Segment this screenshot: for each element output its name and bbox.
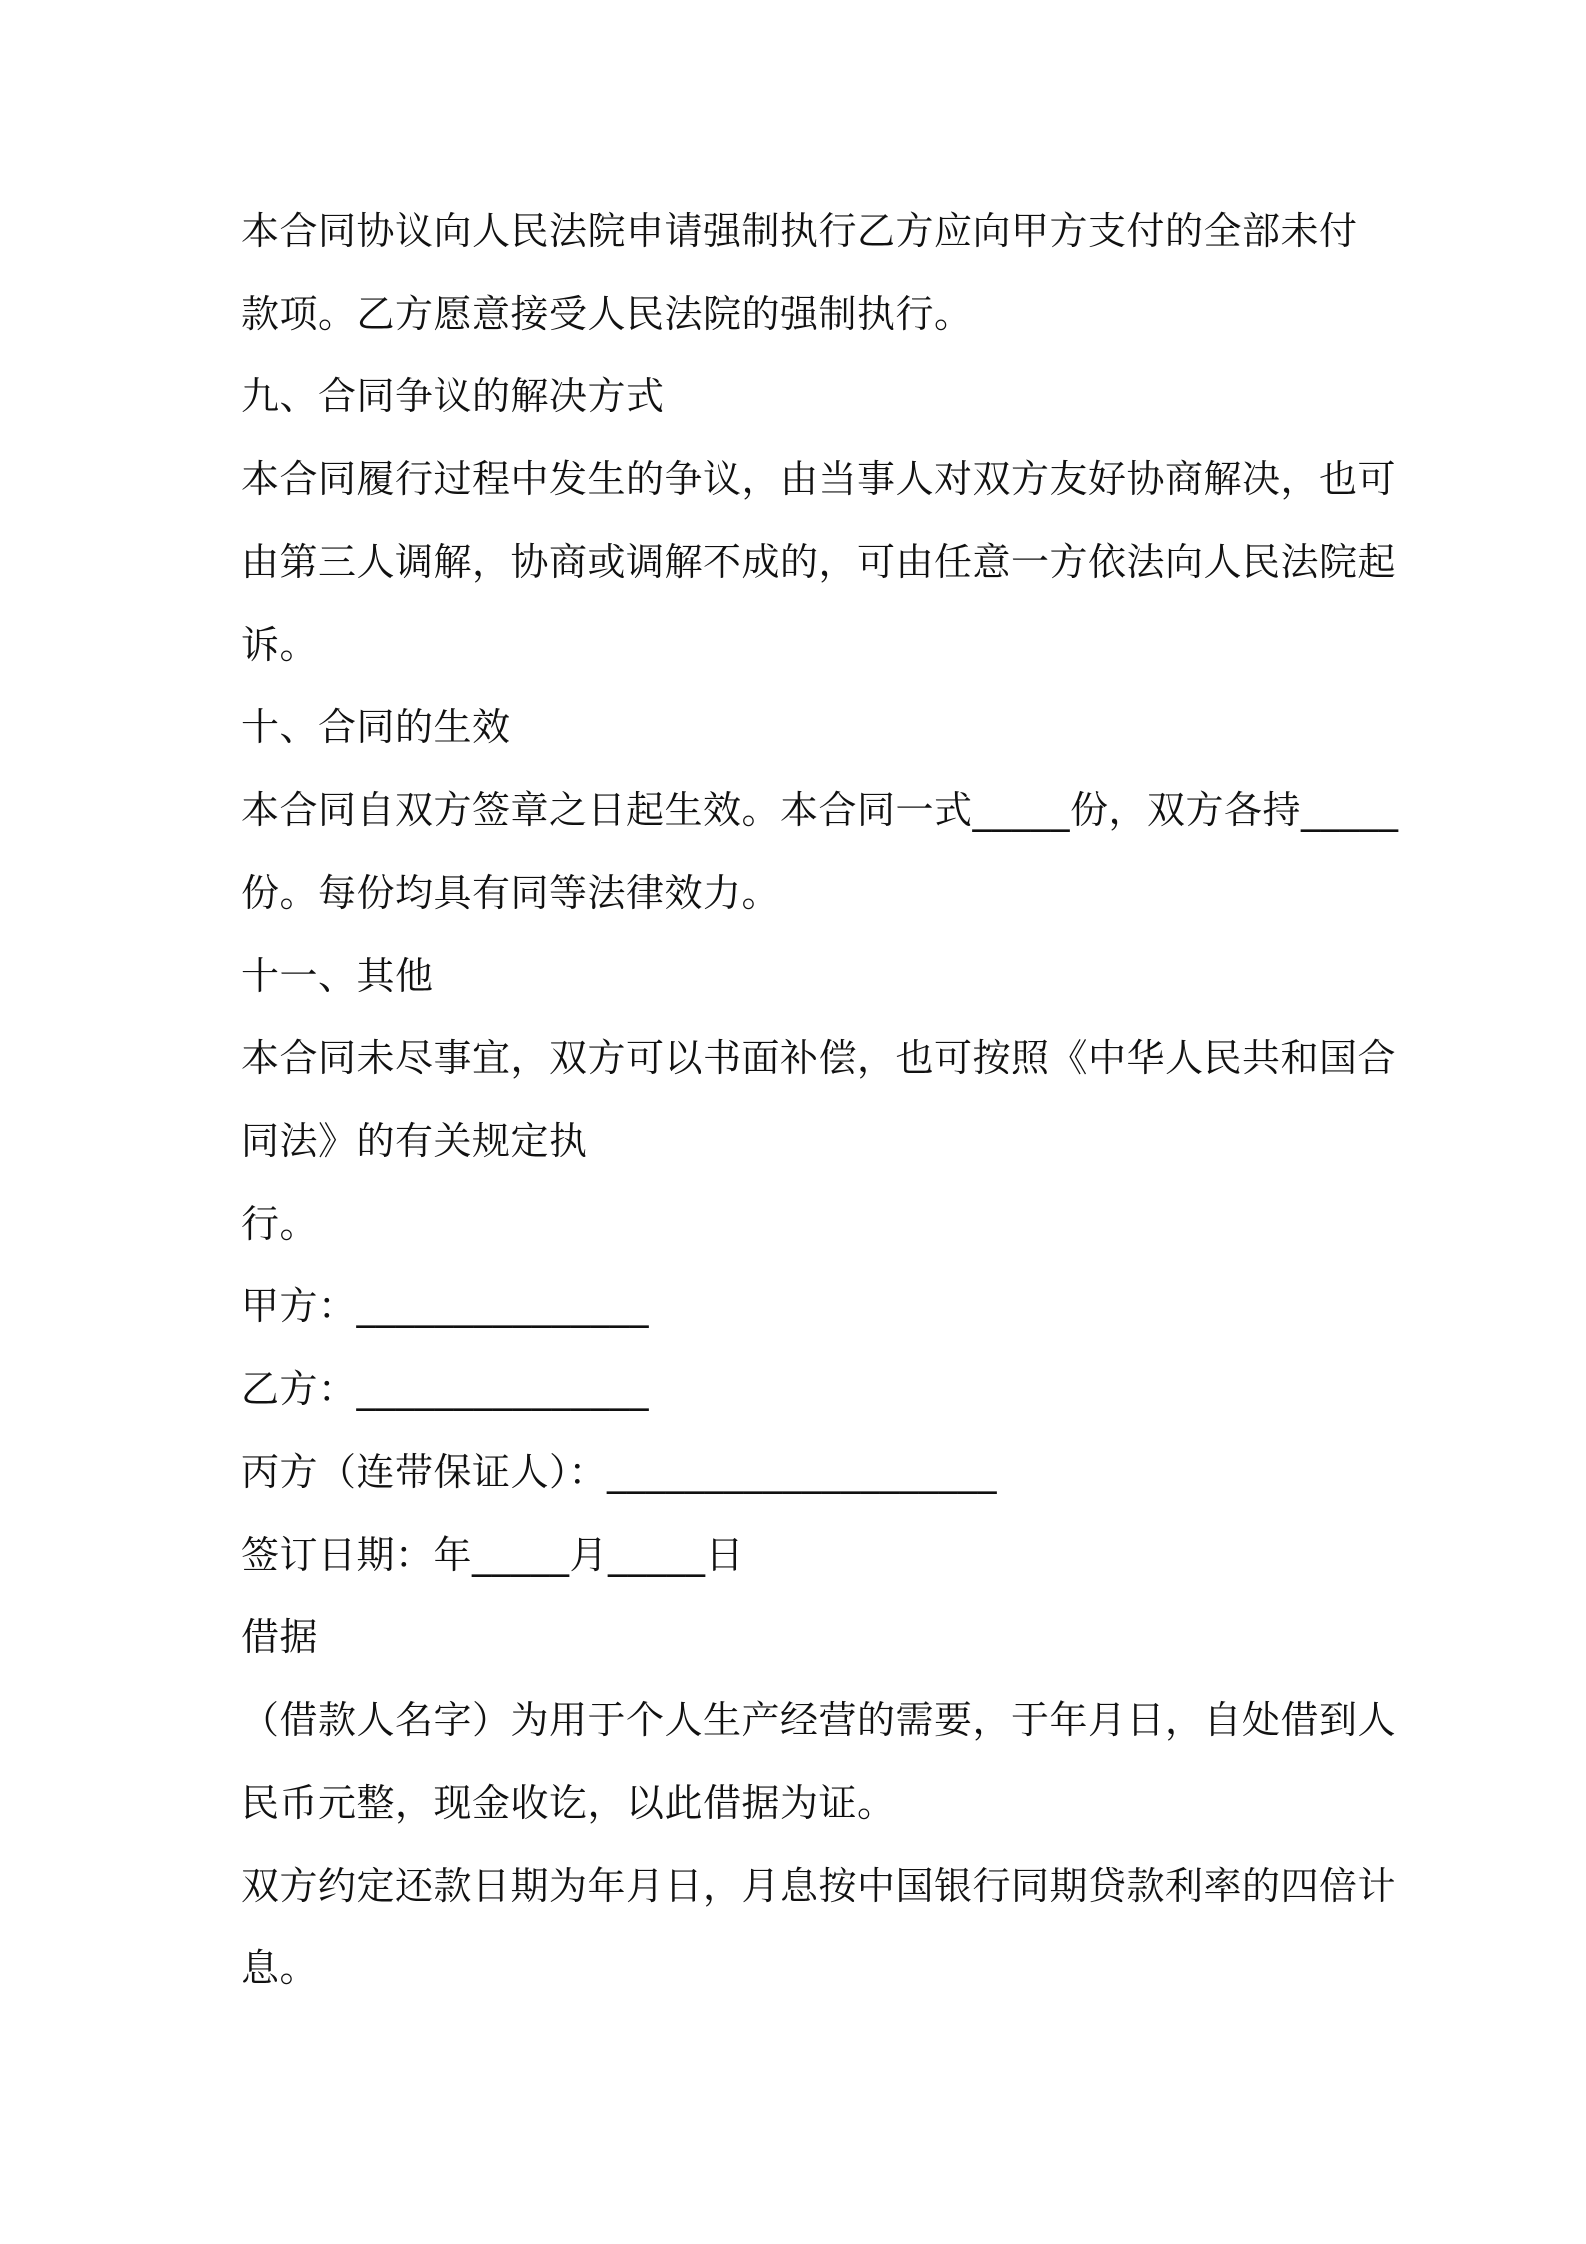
signature-party-c-guarantor: 丙方（连带保证人）：____________________ xyxy=(241,1450,998,1494)
signature-party-a: 甲方：_______________ xyxy=(241,1284,650,1328)
paragraph-dispute-line-3: 诉。 xyxy=(241,623,319,667)
section-heading-effectiveness: 十、合同的生效 xyxy=(241,705,511,749)
signing-date: 签订日期：年_____月_____日 xyxy=(241,1533,745,1577)
paragraph-dispute-line-2: 由第三人调解，协商或调解不成的，可由任意一方依法向人民法院起 xyxy=(241,540,1397,584)
paragraph-other-line-3: 行。 xyxy=(241,1202,319,1246)
iou-body-line-2: 民币元整，现金收讫，以此借据为证。 xyxy=(241,1781,896,1825)
signature-party-b: 乙方：_______________ xyxy=(241,1367,650,1411)
section-heading-dispute-resolution: 九、合同争议的解决方式 xyxy=(241,374,665,418)
iou-repayment-line-2: 息。 xyxy=(241,1946,319,1990)
iou-repayment-line-1: 双方约定还款日期为年月日，月息按中国银行同期贷款利率的四倍计 xyxy=(241,1864,1397,1908)
iou-title: 借据 xyxy=(241,1615,319,1659)
paragraph-effectiveness-line-1: 本合同自双方签章之日起生效。本合同一式_____份，双方各持_____ xyxy=(241,788,1399,832)
paragraph-other-line-2: 同法》的有关规定执 xyxy=(241,1119,588,1163)
paragraph-dispute-line-1: 本合同履行过程中发生的争议，由当事人对双方友好协商解决，也可 xyxy=(241,457,1397,501)
paragraph-enforcement-line-1: 本合同协议向人民法院申请强制执行乙方应向甲方支付的全部未付 xyxy=(241,209,1358,253)
paragraph-other-line-1: 本合同未尽事宜，双方可以书面补偿，也可按照《中华人民共和国合 xyxy=(241,1036,1397,1080)
paragraph-effectiveness-line-2: 份。每份均具有同等法律效力。 xyxy=(241,871,781,915)
paragraph-enforcement-line-2: 款项。乙方愿意接受人民法院的强制执行。 xyxy=(241,292,973,336)
iou-body-line-1: （借款人名字）为用于个人生产经营的需要，于年月日，自处借到人 xyxy=(241,1698,1397,1742)
section-heading-other: 十一、其他 xyxy=(241,954,434,998)
